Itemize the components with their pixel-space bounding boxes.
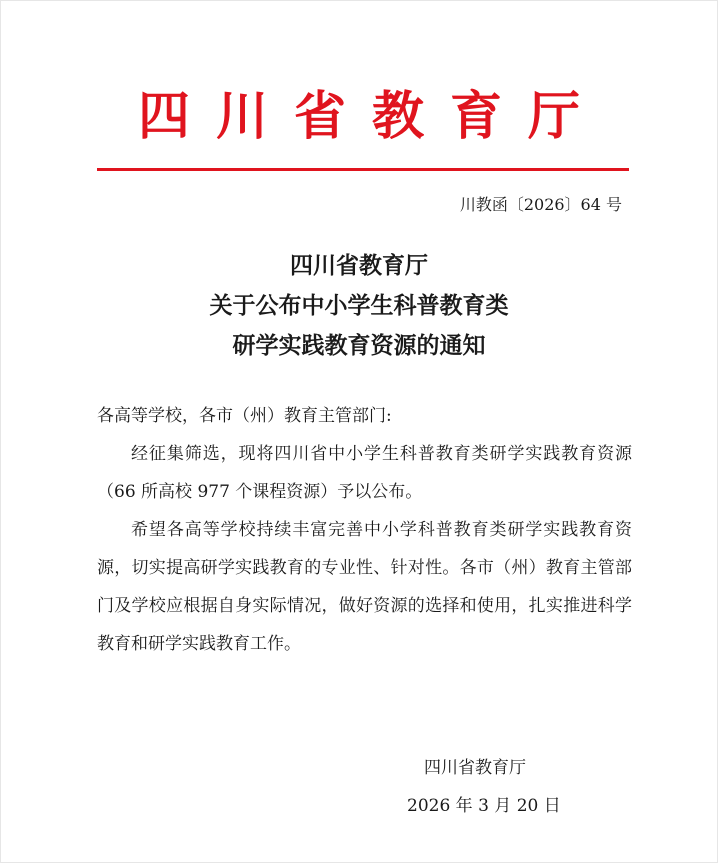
notice-title-line-3: 研学实践教育资源的通知 — [232, 332, 486, 359]
notice-title-line-2: 关于公布中小学生科普教育类 — [209, 292, 509, 319]
salutation: 各高等学校，各市（州）教育主管部门: — [97, 406, 392, 426]
notice-title — [0, 246, 718, 366]
body-paragraph-2: 希望各高等学校持续丰富完善中小学科普教育类研学实践教育资源，切实提高研学实践教育的专业性、针对性。各市（州）教育主管部门及学校应根据自身实际情况，做好资源的选择和使用，扎实推进科学教育和研学实践教育工作。 — [97, 520, 632, 654]
signature-organization: 四川省教育厅 — [424, 758, 526, 778]
letterhead-red-rule — [97, 168, 629, 171]
notice-body — [97, 397, 632, 663]
document-number: 川教函〔2026〕64 号 — [459, 195, 622, 214]
signature-date: 2026 年 3 月 20 日 — [407, 796, 561, 816]
body-paragraph-1: 经征集筛选，现将四川省中小学生科普教育类研学实践教育资源（66 所高校 977 个课程资源）予以公布。 — [97, 444, 632, 502]
notice-title-line-1: 四川省教育厅 — [290, 252, 428, 279]
letterhead-title: 四川省教育厅 — [137, 86, 606, 147]
